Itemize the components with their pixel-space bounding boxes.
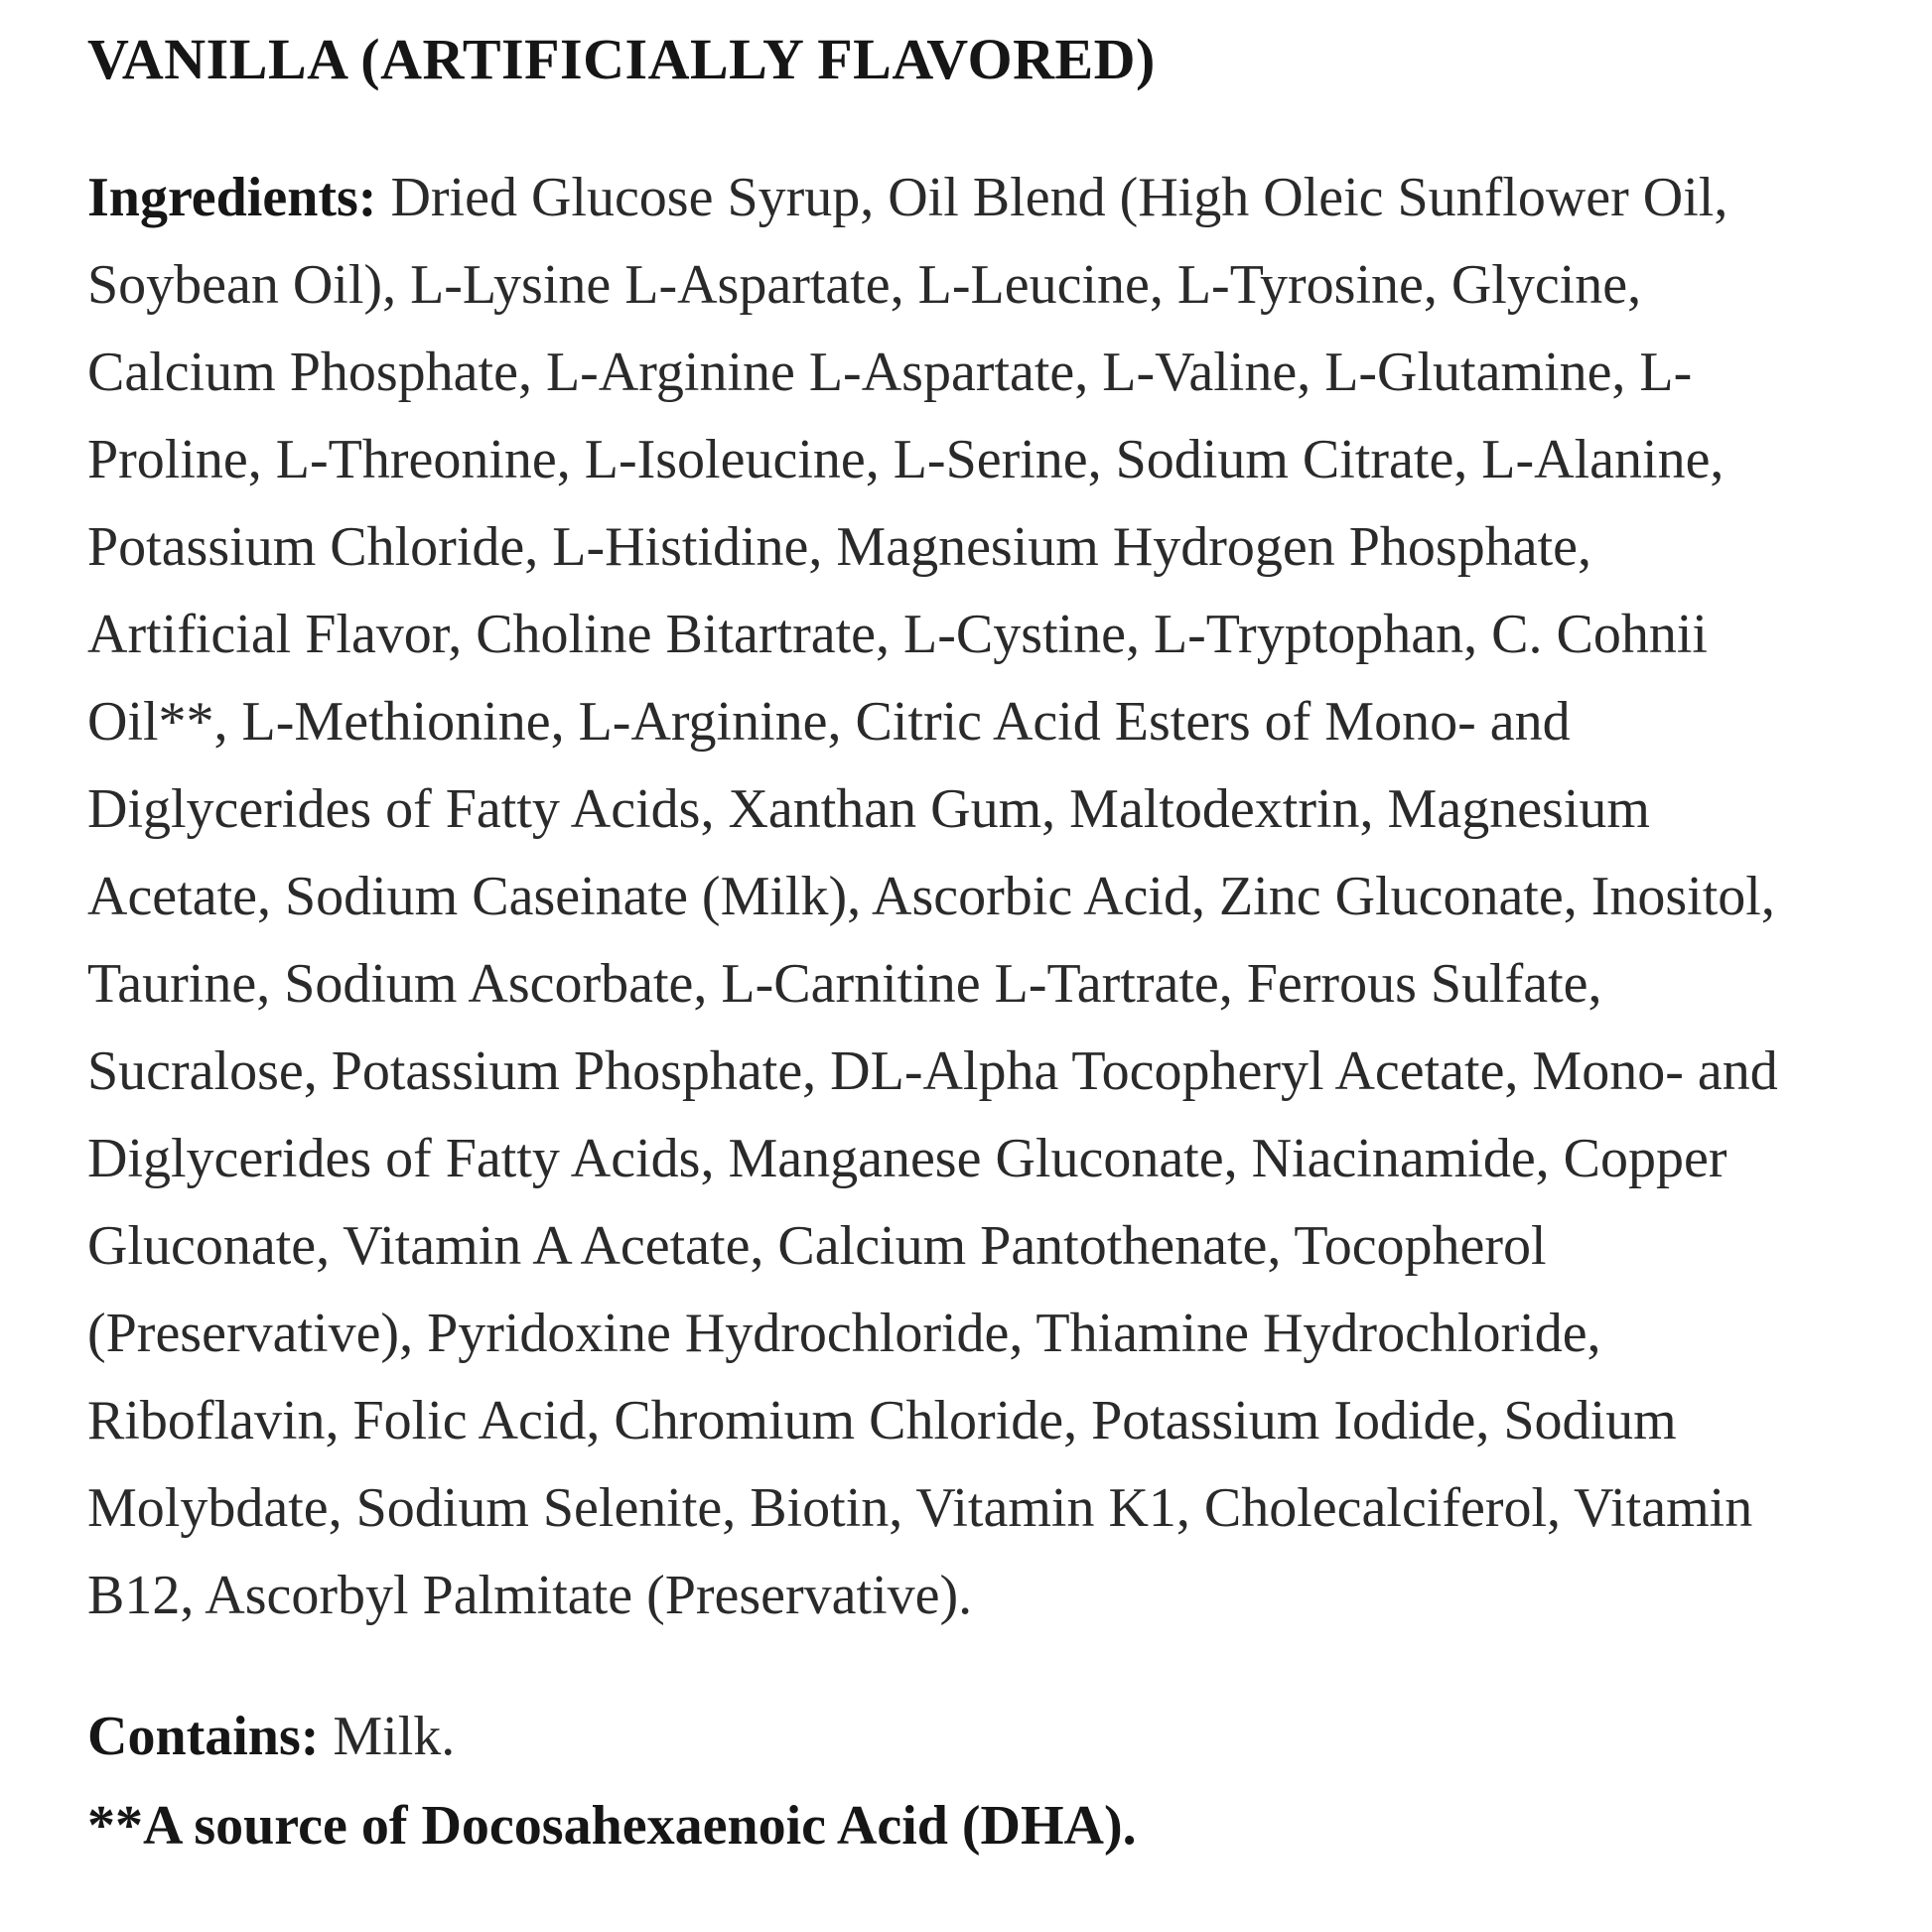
allergen-contains-line — [87, 1693, 1783, 1780]
flavor-variant-heading: VANILLA (ARTIFICIALLY FLAVORED) — [87, 27, 1156, 91]
ingredients-text: Dried Glucose Syrup, Oil Blend (High Oleic Sunflower Oil, Soybean Oil), L-Lysine L-Aspartate, L-Leucine, L-Tyrosine, Glycine, Calcium Phosphate, L-Arginine L-Aspartate, L-Valine, L-Glutamine, L-Proline, L-Threonine, L-Isoleucine, L-Serine, Sodium Citrate, L-Alanine, Potassium Chloride, L-Histidine, Magnesium Hydrogen Phosphate, Artificial Flavor, Choline Bitartrate, L-Cystine, L-Tryptophan, C. Cohnii Oil**, L-Methionine, L-Arginine, Citric Acid Esters of Mono- and Diglycerides of Fatty Acids, Xanthan Gum, Maltodextrin, Magnesium Acetate, Sodium Caseinate (Milk), Ascorbic Acid, Zinc Gluconate, Inositol, Taurine, Sodium Ascorbate, L-Carnitine L-Tartrate, Ferrous Sulfate, Sucralose, Potassium Phosphate, DL-Alpha Tocopheryl Acetate, Mono- and Diglycerides of Fatty Acids, Manganese Gluconate, Niacinamide, Copper Gluconate, Vitamin A Acetate, Calcium Pantothenate, Tocopherol (Preservative), Pyridoxine Hydrochloride, Thiamine Hydrochloride, Riboflavin, Folic Acid, Chromium Chloride, Potassium Iodide, Sodium Molybdate, Sodium Selenite, Biotin, Vitamin K1, Cholecalciferol, Vitamin B12, Ascorbyl Palmitate (Preservative). — [87, 166, 1778, 1626]
dha-source-footnote: **A source of Docosahexaenoic Acid (DHA). — [87, 1794, 1137, 1857]
contains-text: Milk. — [333, 1705, 456, 1767]
ingredients-paragraph — [87, 154, 1783, 1639]
contains-label: Contains: — [87, 1705, 320, 1767]
ingredients-label: Ingredients: — [87, 166, 377, 228]
